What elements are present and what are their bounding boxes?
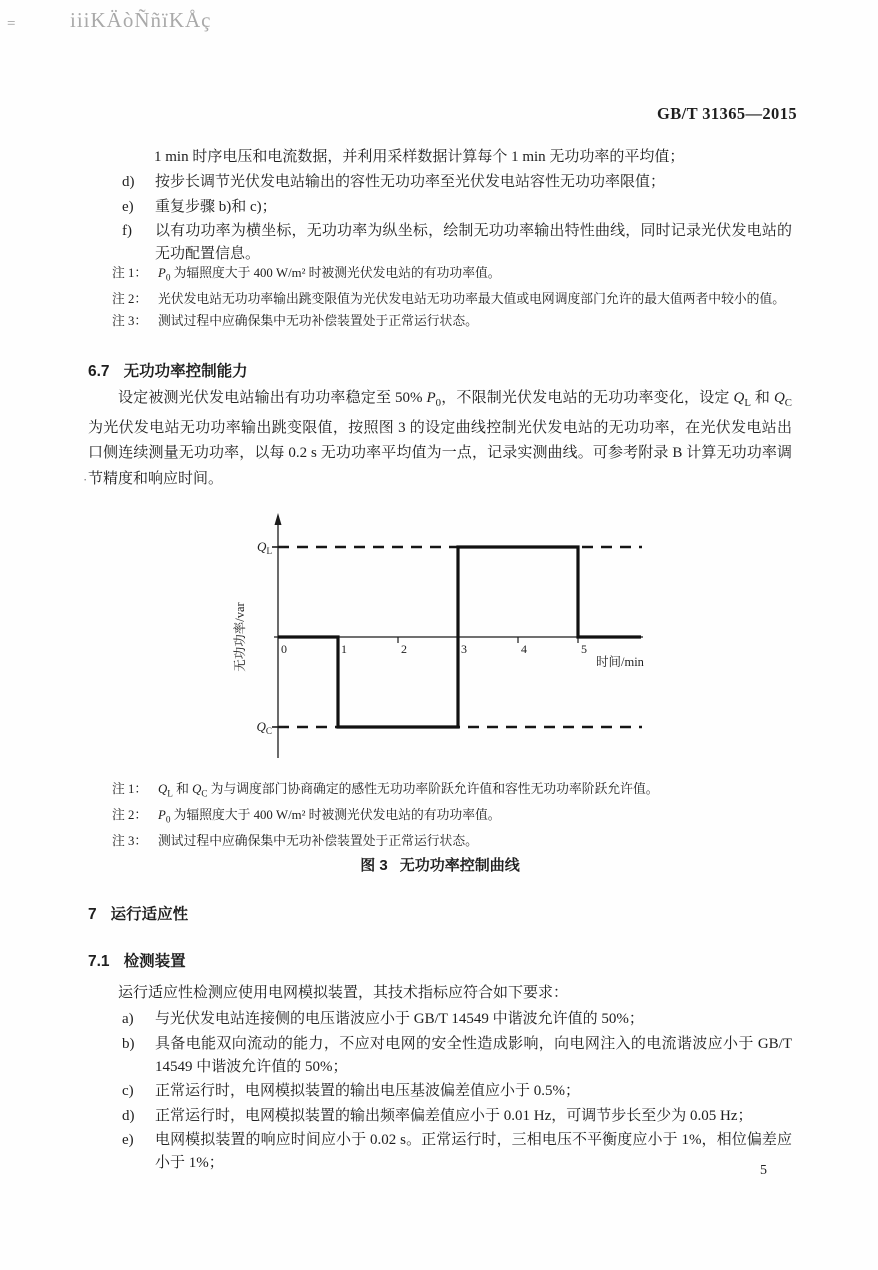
note-text: 测试过程中应确保集中无功补偿装置处于正常运行状态。	[158, 313, 478, 328]
svg-text:5: 5	[581, 642, 587, 656]
list-item-marker: f)	[122, 223, 132, 239]
section-heading-6-7	[88, 359, 248, 381]
svg-text:QC: $Q_C$	[256, 719, 272, 736]
standard-number-header: GB/T 31365—2015	[657, 104, 798, 123]
svg-text:2: 2	[401, 642, 407, 656]
requirements-list	[88, 1008, 792, 1177]
note-text: $Q_L$ 和 $Q_C$ 为与调度部门协商确定的感性无功功率阶跃允许值和容性无功功率阶跃允许值。	[158, 782, 659, 799]
note-text: 测试过程中应确保集中无功补偿装置处于正常运行状态。	[158, 834, 478, 849]
section-title: 无功功率控制能力	[123, 363, 248, 380]
page-number: 5	[760, 1163, 767, 1178]
list-item-text: 正常运行时，电网模拟装置的输出电压基波偏差值应小于 0.5%；	[155, 1083, 580, 1099]
svg-text:3: 3	[461, 642, 467, 656]
note-text: $P_0$ 为辐照度大于 400 W/m² 时被测光伏发电站的有功功率值。	[158, 808, 501, 825]
figure-3	[228, 510, 663, 768]
svg-text:4: 4	[521, 642, 527, 656]
list-item	[88, 1129, 792, 1175]
section-title: 运行适应性	[110, 906, 189, 923]
list-item-text: 按步长调节光伏发电站输出的容性无功功率至光伏发电站容性无功功率限值；	[155, 174, 666, 190]
scan-edge-mark: =	[7, 16, 16, 32]
list-item	[88, 220, 792, 266]
figure-number: 图 3	[360, 857, 388, 874]
list-item-marker: b)	[122, 1035, 135, 1052]
svg-text:时间/min: 时间/min	[596, 655, 644, 669]
section-title: 检测装置	[123, 953, 186, 970]
section-heading-7	[88, 902, 188, 924]
list-item	[88, 1033, 792, 1079]
list-item-text: 具备电能双向流动的能力，不应对电网的安全性造成影响，向电网注入的电流谐波应小于 GB/T 14549 中谐波允许值的 50%；	[155, 1035, 792, 1075]
svg-text:QL: $Q_L$	[257, 539, 272, 556]
list-item-text: 重复步骤 b)和 c)；	[155, 198, 277, 215]
note-marker: 注 1：	[112, 782, 148, 796]
scan-stray-dot: ·	[83, 472, 88, 487]
figure-title: 无功功率控制曲线	[399, 857, 520, 874]
list-item-marker: d)	[122, 1107, 135, 1124]
list-item-text: 正常运行时，电网模拟装置的输出频率偏差值应小于 0.01 Hz，可调节步长至少为 0.05 Hz；	[155, 1107, 753, 1124]
note-marker: 注 2：	[112, 292, 148, 307]
section-7-1-intro: 运行适应性检测应使用电网模拟装置，其技术指标应符合如下要求：	[118, 985, 569, 1001]
list-item	[88, 1080, 792, 1103]
list-item-marker: c)	[122, 1083, 134, 1099]
note-marker: 注 1：	[112, 266, 148, 280]
note	[88, 312, 792, 331]
list-item-text: 以有功功率为横坐标，无功功率为纵坐标，绘制无功功率输出特性曲线，同时记录光伏发电站的无功配置信息。	[155, 223, 792, 262]
list-item-marker: a)	[122, 1011, 134, 1027]
note	[88, 806, 792, 830]
figure-caption	[88, 854, 792, 875]
list-item-marker: d)	[122, 174, 135, 190]
section-number: 7.1	[88, 953, 110, 970]
list-item	[88, 1105, 792, 1128]
figure-notes	[88, 780, 792, 854]
watermark-text: iiiKÄòÑñïKÅç	[70, 8, 212, 32]
section-number: 6.7	[88, 363, 110, 380]
section-6-7-paragraph: 设定被测光伏发电站输出有功功率稳定至 50% $P_0$，不限制光伏发电站的无功功率变化，设定 $Q_L$ 和 $Q_C$ 为光伏发电站无功功率输出跳变限值，按照图 3 的设定曲线控制光伏发电站的无功功率，在光伏发电站出口侧连续测量无功功率，以每 0.2 s 无功功率平均值为一点，记录实测曲线。可参考附录 B 计算无功功率调节精度和响应时间。	[88, 390, 792, 487]
figure-3-chart	[228, 510, 663, 768]
list-item-marker: e)	[122, 1132, 134, 1148]
procedure-notes	[88, 264, 792, 333]
note	[88, 264, 792, 288]
list-item-text: 与光伏发电站连接侧的电压谐波应小于 GB/T 14549 中谐波允许值的 50%；	[155, 1011, 644, 1027]
section-number: 7	[88, 906, 97, 923]
procedure-list	[88, 171, 792, 268]
list-item-marker: e)	[122, 198, 134, 215]
note-text: 光伏发电站无功功率输出跳变限值为光伏发电站无功功率最大值或电网调度部门允许的最大值两者中较小的值。	[158, 292, 786, 307]
note-marker: 注 3：	[112, 313, 148, 328]
svg-text:0: 0	[281, 642, 287, 656]
note-marker: 注 2：	[112, 808, 148, 823]
list-item	[88, 196, 792, 219]
note	[88, 832, 792, 851]
list-item-c-continuation: 1 min 时序电压和电流数据，并利用采样数据计算每个 1 min 无功功率的平均值；	[154, 149, 685, 165]
note	[88, 780, 792, 804]
list-item	[88, 171, 792, 194]
note-marker: 注 3：	[112, 834, 148, 849]
note-text: $P_0$ 为辐照度大于 400 W/m² 时被测光伏发电站的有功功率值。	[158, 266, 501, 283]
note	[88, 290, 792, 309]
list-item	[88, 1008, 792, 1031]
svg-text:1: 1	[341, 642, 347, 656]
svg-text:无功功率/var: 无功功率/var	[233, 602, 247, 672]
section-heading-7-1	[88, 949, 186, 971]
list-item-text: 电网模拟装置的响应时间应小于 0.02 s。正常运行时，三相电压不平衡度应小于 1%，相位偏差应小于 1%；	[155, 1132, 792, 1171]
